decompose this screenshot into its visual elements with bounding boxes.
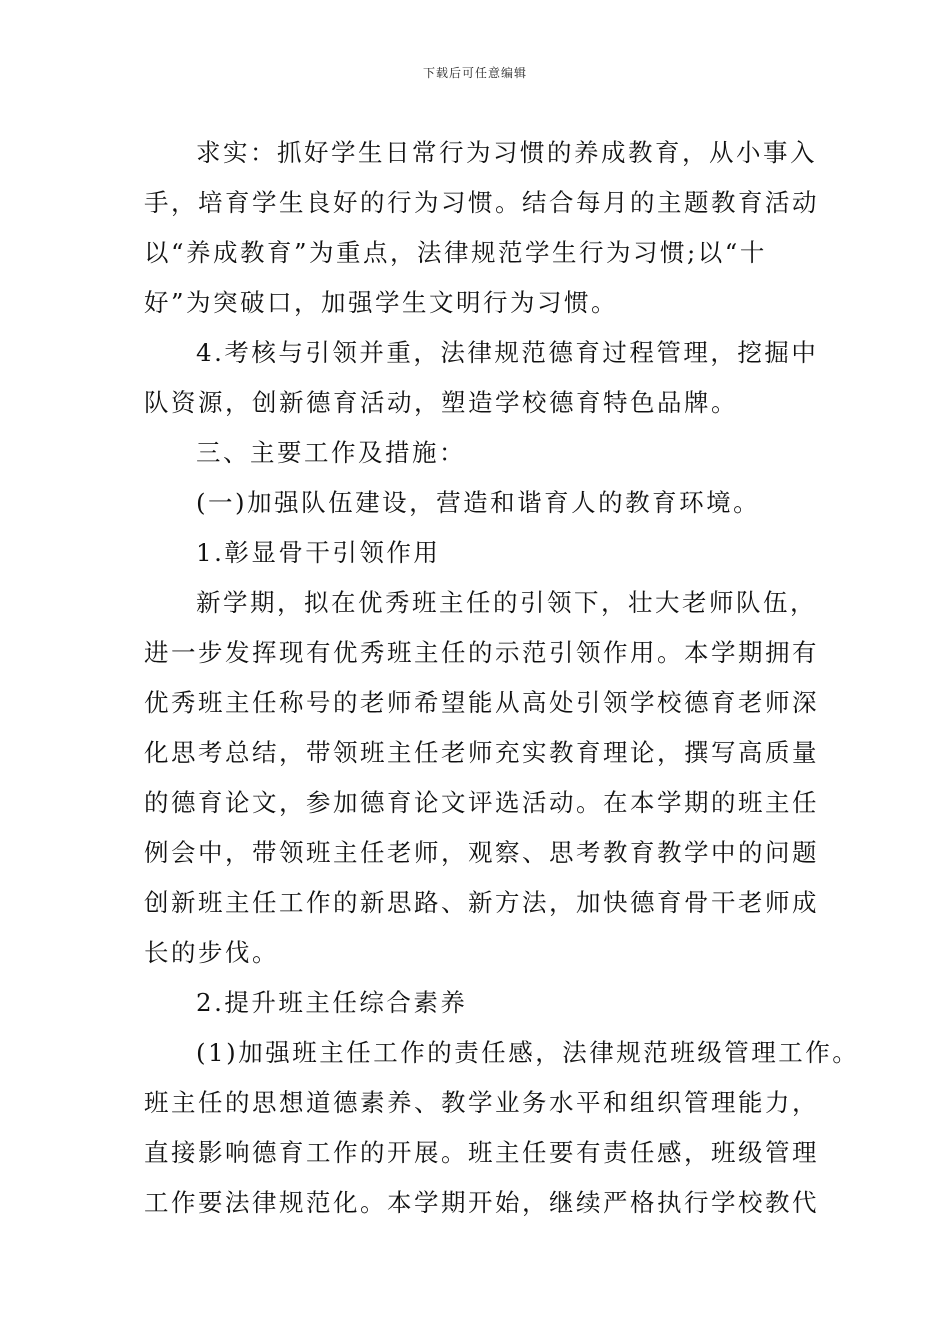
subsection-heading-1 [144,478,812,528]
text-line: 优秀班主任称号的老师希望能从高处引领学校德育老师深 [144,688,819,717]
text-line: 长的步伐。 [144,938,279,967]
section-heading-3 [144,428,812,478]
section-heading: 三、主要工作及措施： [196,438,466,467]
text-line: (1)加强班主任工作的责任感，法律规范班级管理工作。 [196,1038,860,1067]
paragraph-qiushi [144,128,819,328]
page-header: 下载后可任意编辑 [422,66,527,80]
item-heading: 1.彰显骨干引领作用 [196,538,441,567]
text-line: 手，培育学生良好的行为习惯。结合每月的主题教育活动 [144,188,819,217]
text-line: 新学期，拟在优秀班主任的引领下，壮大老师队伍， [196,588,817,617]
text-line: 直接影响德育工作的开展。班主任要有责任感，班级管理 [144,1138,819,1167]
document-body [144,128,860,1228]
text-line: 化思考总结，带领班主任老师充实教育理论，撰写高质量 [144,738,819,767]
text-line: 创新班主任工作的新思路、新方法，加快德育骨干老师成 [144,888,819,917]
subsection-heading: (一)加强队伍建设，营造和谐育人的教育环境。 [196,488,761,517]
text-line: 队资源，创新德育活动，塑造学校德育特色品牌。 [144,388,738,417]
text-line: 以“养成教育”为重点，法律规范学生行为习惯;以“十 [144,238,767,267]
text-line: 例会中，带领班主任老师，观察、思考教育教学中的问题 [144,838,819,867]
item-heading: 2.提升班主任综合素养 [196,988,468,1017]
text-line: 好”为突破口，加强学生文明行为习惯。 [144,288,619,317]
paragraph-new-semester [144,578,819,978]
text-line: 4.考核与引领并重，法律规范德育过程管理，挖掘中 [196,338,819,367]
text-line: 求实：抓好学生日常行为习惯的养成教育，从小事入 [196,138,817,167]
text-line: 进一步发挥现有优秀班主任的示范引领作用。本学期拥有 [144,638,819,667]
item-heading-1 [144,528,812,578]
text-line: 工作要法律规范化。本学期开始，继续严格执行学校教代 [144,1188,819,1217]
paragraph-item-4 [144,328,819,428]
text-line: 班主任的思想道德素养、教学业务水平和组织管理能力， [144,1088,819,1117]
item-heading-2 [144,978,812,1028]
text-line: 的德育论文，参加德育论文评选活动。在本学期的班主任 [144,788,819,817]
paragraph-responsibility [144,1028,860,1228]
